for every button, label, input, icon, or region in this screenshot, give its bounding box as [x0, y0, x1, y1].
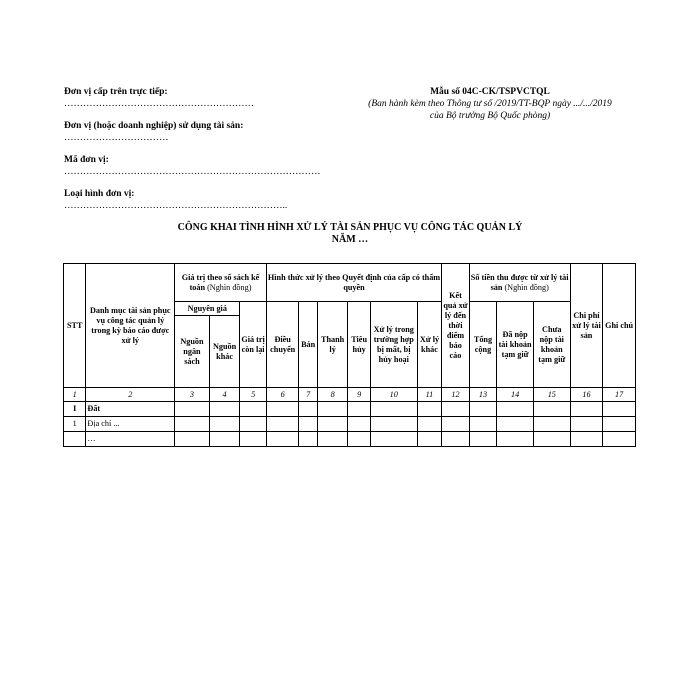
header-destruction: Tiêu hủy [348, 302, 370, 388]
col-num: 4 [209, 388, 240, 402]
book-value-label: Giá trị theo số sách kế toán [181, 272, 260, 292]
col-num: 7 [299, 388, 317, 402]
header-state-budget: Nguồn ngân sách [175, 316, 210, 388]
col-num: 5 [240, 388, 267, 402]
unit-code-blank: ……………………………………………………………………… [64, 167, 321, 177]
table-row [64, 417, 636, 432]
col-num: 13 [469, 388, 497, 402]
unit-label: Đơn vị (hoặc doanh nghiệp) sử dụng tài sản: [64, 121, 244, 131]
title-line2: NĂM … [331, 234, 369, 245]
col-num: 17 [603, 388, 636, 402]
header-proceeds [469, 264, 570, 302]
column-number-row [64, 388, 636, 402]
header-result: Kết quả xử lý đến thời điểm báo cáo [442, 264, 470, 388]
unit-type-blank: …………………………………………………………….. [64, 201, 288, 211]
row-name: … [86, 432, 175, 447]
unit-type-label: Loại hình đơn vị: [64, 189, 135, 199]
col-num: 11 [417, 388, 441, 402]
row-name: Địa chỉ ... [86, 417, 175, 432]
row-stt [64, 432, 86, 447]
header-other-source: Nguồn khác [209, 316, 240, 388]
header-paid-to-account: Đã nộp tài khoản tạm giữ [497, 302, 534, 388]
col-num: 14 [497, 388, 534, 402]
col-num: 6 [266, 388, 299, 402]
header-transfer: Điều chuyển [266, 302, 299, 388]
header-remaining-value: Giá trị còn lại [240, 302, 267, 388]
col-num: 2 [86, 388, 175, 402]
unit-code-label: Mã đơn vị: [64, 155, 109, 165]
table-row [64, 402, 636, 417]
table-row [64, 432, 636, 447]
header-category: Danh mục tài sản phục vụ công tác quản lý trong kỳ báo cáo được xử lý [86, 264, 175, 388]
header-stt: STT [64, 264, 86, 388]
issuance-note-line2: của Bộ trưởng Bộ Quốc phòng) [429, 111, 551, 121]
col-num: 16 [570, 388, 603, 402]
superior-unit-blank: …………………………………………………… [64, 99, 254, 109]
header-handling-form: Hình thức xử lý theo Quyết định của cấp có thẩm quyền [266, 264, 441, 302]
col-num: 8 [317, 388, 348, 402]
unit-blank: …………………………… [64, 133, 169, 143]
header-loss-case: Xử lý trong trường hợp bị mất, bị hủy hoại [370, 302, 417, 388]
header-sale: Bán [299, 302, 317, 388]
asset-handling-table [63, 263, 636, 447]
document-title [60, 222, 640, 246]
row-stt: I [64, 402, 86, 417]
col-num: 12 [442, 388, 470, 402]
header-other-handling: Xử lý khác [417, 302, 441, 388]
col-num: 1 [64, 388, 86, 402]
superior-unit-label: Đơn vị cấp trên trực tiếp: [64, 87, 168, 97]
header-not-paid: Chưa nộp tài khoản tạm giữ [533, 302, 570, 388]
book-value-unit: (Nghìn đồng) [207, 282, 252, 292]
form-code-block [340, 86, 640, 122]
row-stt: 1 [64, 417, 86, 432]
col-num: 10 [370, 388, 417, 402]
col-num: 15 [533, 388, 570, 402]
header-notes: Ghi chú [603, 264, 636, 388]
proceeds-unit: (Nghìn đồng) [504, 282, 549, 292]
header-total: Tổng cộng [469, 302, 497, 388]
title-line1: CÔNG KHAI TÌNH HÌNH XỬ LÝ TÀI SẢN PHỤC VỤ CÔNG TÁC QUẢN LÝ [177, 222, 523, 233]
header-book-value [175, 264, 267, 302]
issuance-note-line1: (Ban hành kèm theo Thông tư số /2019/TT-BQP ngày .../.../2019 [368, 99, 612, 109]
row-name: Đất [86, 402, 175, 417]
col-num: 3 [175, 388, 210, 402]
header-liquidation: Thanh lý [317, 302, 348, 388]
header-handling-cost: Chi phí xử lý tài sản [570, 264, 603, 388]
form-code: Mẫu số 04C-CK/TSPVCTQL [430, 87, 550, 97]
header-original-price: Nguyên giá [175, 302, 240, 316]
proceeds-label: Số tiền thu được từ xử lý tài sản [470, 272, 569, 292]
unit-info-block [64, 86, 364, 222]
col-num: 9 [348, 388, 370, 402]
